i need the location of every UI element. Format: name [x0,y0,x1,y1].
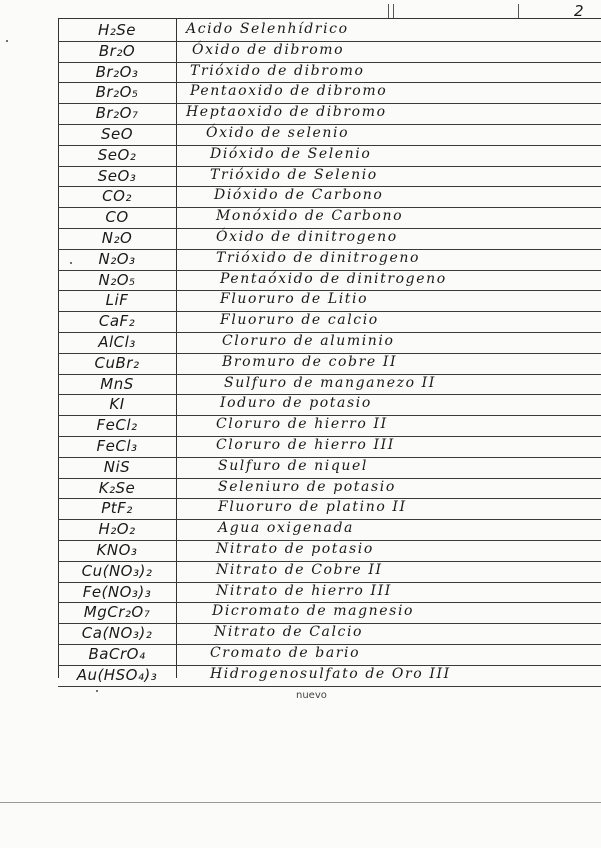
compound-name: Sulfuro de manganezo II [224,374,436,391]
table-row [58,124,601,146]
compound-name: Cloruro de hierro II [216,416,388,433]
chemical-formula: PtF₂ [101,499,133,518]
chemical-formula: CO₂ [102,187,132,206]
compound-name: Sulfuro de niquel [218,457,368,474]
table-row [58,353,601,375]
chemical-formula: N₂O₅ [98,270,136,289]
chemical-formula: CO [105,208,129,227]
table-row [58,394,601,416]
chemical-formula: Br₂O [98,41,136,60]
table-row [58,582,601,604]
chemical-formula: Ca(NO₃)₂ [81,624,153,643]
chemical-formula: H₂Se [97,21,137,39]
chemical-formula: SeO [100,125,134,143]
compound-name: Dicromato de magnesio [212,603,415,620]
ink-speck [6,40,8,42]
table-row [58,478,601,500]
compound-name: Fluoruro de calcio [220,312,379,329]
chemical-formula: KNO₃ [96,541,138,559]
chemical-formula: SeO₃ [97,166,137,185]
chemical-formula: BaCrO₄ [88,645,146,663]
chemical-formula: Fe(NO₃)₃ [82,582,152,601]
chemical-formula: FeCl₃ [96,437,138,455]
chemical-formula: CuBr₂ [94,353,140,372]
table-row [58,519,601,541]
compound-name: Monóxido de Carbono [216,208,404,225]
table-row [58,145,601,167]
compound-name: Cloruro de hierro III [216,437,395,453]
compound-name: Óxido de dinitrogeno [216,229,398,245]
compound-name: Pentaoxido de dibromo [190,83,388,100]
chemical-formula: H₂O₂ [98,520,136,539]
compound-name: Óxido de dibromo [192,41,345,58]
page-number: 2 [574,2,584,20]
table-row [58,290,601,312]
chemical-formula: AlCl₃ [98,333,136,351]
compound-name: Dióxido de Selenio [210,145,372,162]
chemical-formula: SeO₂ [97,145,137,164]
compound-name: Trióxido de dinitrogeno [216,249,421,266]
table-row [58,415,601,437]
table-row [58,561,601,583]
compound-name: Nitrato de hierro III [216,582,392,599]
table-row [58,62,601,84]
table-row [58,166,601,188]
compound-name: Cromato de bario [210,645,361,661]
chemical-formula: Br₂O₃ [95,62,139,81]
chemical-formula: MnS [100,374,134,393]
chemical-formula: LiF [105,291,129,310]
compound-name: Fluoruro de platino II [218,499,407,516]
chemical-formula: N₂O [101,229,133,247]
table-row [58,270,601,292]
table-row [58,41,601,63]
top-tick-mark [518,4,519,18]
chemical-formula: N₂O₃ [98,249,136,268]
compound-name: Nitrato de Calcio [214,624,364,641]
compound-name: Trióxido de dibromo [190,62,365,79]
bottom-rule [0,802,601,803]
table-row [58,332,601,354]
compound-name: Trióxido de Selenio [210,166,378,183]
chemical-formula: FeCl₂ [96,416,138,435]
table-row [58,82,601,104]
compound-name: Óxido de selenio [206,125,350,141]
compound-name: Dióxido de Carbono [214,187,384,204]
table-row [58,540,601,562]
compound-name: Nitrato de potasio [216,541,374,557]
compound-name: Acido Selenhídrico [186,21,349,37]
table-row [58,602,601,624]
top-rule [58,18,601,19]
table-row [58,249,601,271]
compound-name: Heptaoxido de dibromo [186,104,387,121]
chemical-formula: Cu(NO₃)₂ [81,561,153,580]
table-row [58,186,601,208]
compound-name: Ioduro de potasio [220,395,372,412]
chemical-formula: K₂Se [98,478,136,497]
table-row [58,207,601,229]
table-row [58,665,601,687]
compound-name: Nitrato de Cobre II [216,561,383,578]
compound-name: Bromuro de cobre II [222,353,398,370]
ink-speck [96,690,98,692]
table-row [58,228,601,250]
table-row [58,498,601,520]
table-row [58,311,601,333]
table-row [58,103,601,125]
table-row [58,374,601,396]
compound-name: Agua oxigenada [218,520,355,537]
table-row [58,623,601,645]
chemical-formula: Br₂O₅ [95,83,139,102]
footer-note: nuevo [296,690,327,701]
chemical-formula: MgCr₂O₇ [83,603,151,622]
ink-speck [70,262,72,264]
table-row [58,457,601,479]
table-row [58,644,601,666]
table-row [58,20,601,42]
table-row [58,436,601,458]
chemical-formula: Au(HSO₄)₃ [76,665,158,684]
chemical-formula: KI [109,395,125,414]
chemical-formula: NiS [103,457,131,476]
top-tick-mark [393,4,394,18]
compound-name: Seleniuro de potasio [218,478,396,495]
chemical-formula: CaF₂ [98,312,136,331]
chemical-formula: Br₂O₇ [95,104,139,123]
compound-name: Fluoruro de Litio [220,291,369,308]
compound-name: Cloruro de aluminio [222,333,395,349]
top-tick-mark [388,4,389,18]
compound-name: Hidrogenosulfato de Oro III [210,665,451,682]
compound-name: Pentaóxido de dinitrogeno [220,270,447,287]
